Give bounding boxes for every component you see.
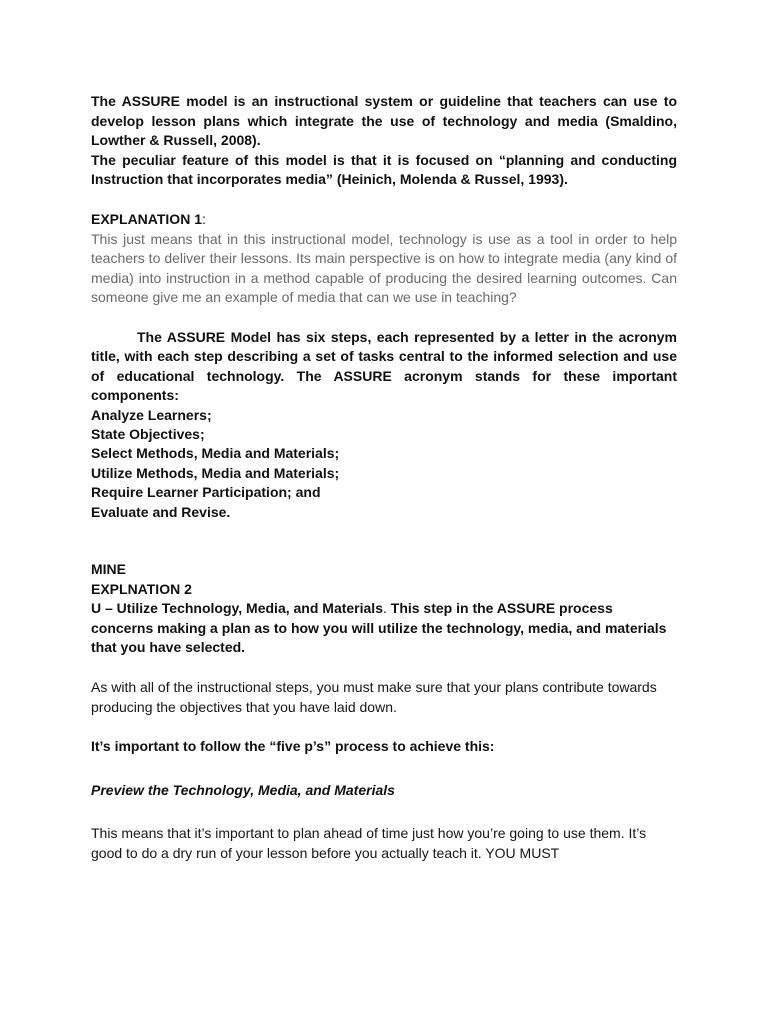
assure-intro-text: The ASSURE Model has six steps, each represented by a letter in the acronym title, with each step describing a set of tasks central to the informed selection and use of educational technology. The ASSURE acronym stands for these important components: — [91, 328, 677, 404]
explanation-1-colon: : — [201, 210, 206, 227]
spacer — [91, 308, 677, 328]
preview-heading: Preview the Technology, Media, and Materials — [91, 781, 395, 798]
five-ps-heading: It’s important to follow the “five p’s” process to achieve this: — [91, 738, 495, 755]
list-item: Evaluate and Revise. — [91, 503, 231, 520]
intro-paragraph: The ASSURE model is an instructional system or guideline that teachers can use to develop lesson plans which integrate the use of technology and media (Smaldino, Lowther & Russell, 2008). — [91, 93, 677, 149]
spacer — [91, 800, 677, 824]
list-item: Utilize Methods, Media and Materials; — [91, 464, 340, 481]
explanation-1-text: This just means that in this instructional model, technology is use as a tool in order to help teachers to deliver their lessons. Its main perspective is on how to integrate media (any kind of media) into instruction in a method capable of producing the desired learning outcomes. Can someone give me an example of media that can we use in teaching? — [91, 230, 677, 306]
explanation-2-heading: EXPLNATION 2 — [91, 580, 192, 597]
mine-heading: MINE — [91, 561, 126, 577]
spacer — [91, 757, 677, 781]
assure-steps-list — [91, 406, 677, 522]
list-item: Select Methods, Media and Materials; — [91, 445, 340, 462]
list-item: State Objectives; — [91, 425, 205, 442]
explanation-1-heading — [91, 210, 677, 230]
list-item: Require Learner Participation; and — [91, 484, 321, 501]
utilize-heading: U – Utilize Technology, Media, and Materials — [91, 600, 383, 617]
utilize-paragraph — [91, 599, 677, 658]
spacer — [91, 522, 677, 560]
assure-intro-paragraph — [91, 328, 677, 406]
feature-paragraph: The peculiar feature of this model is that it is focused on “planning and conducting Instruction that incorporates media” (Heinich, Molenda & Russel, 1993). — [91, 151, 677, 188]
spacer — [91, 190, 677, 210]
utilize-text: This step in the ASSURE process concerns making a plan as to how you will utilize the technology, media, and materials that you have selected. — [91, 600, 667, 656]
preview-paragraph: This means that it’s important to plan ahead of time just how you’re going to use them. It’s good to do a dry run of your lesson before you actually teach it. YOU MUST — [91, 825, 647, 861]
explanation-1-label: EXPLANATION 1 — [91, 210, 202, 227]
document-body — [91, 92, 677, 864]
utilize-period: . — [382, 600, 387, 617]
spacer — [91, 717, 677, 737]
spacer — [91, 658, 677, 678]
instructional-steps-paragraph: As with all of the instructional steps, you must make sure that your plans contribute towards producing the objectives that you have laid down. — [91, 678, 657, 715]
list-item: Analyze Learners; — [91, 406, 212, 423]
